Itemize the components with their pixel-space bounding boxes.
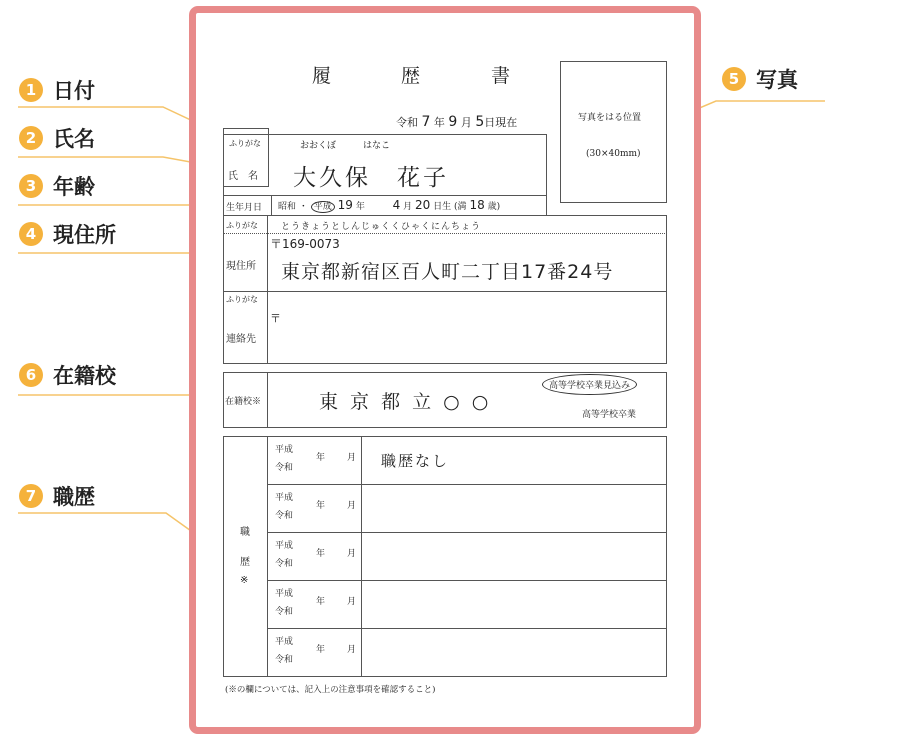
title-char-3: 書	[491, 65, 511, 87]
address-postal[interactable]: 〒169-0073	[270, 237, 340, 251]
birth-year[interactable]: 19	[337, 198, 353, 212]
resume-form	[189, 6, 701, 734]
work-row-year-unit: 年	[316, 501, 326, 511]
date-day[interactable]: 5	[475, 114, 485, 130]
work-row-month-unit: 月	[347, 549, 357, 559]
callout-name	[19, 123, 95, 153]
date-month[interactable]: 9	[448, 114, 458, 130]
work-row-era1: 平成	[275, 493, 294, 503]
work-row-era1: 平成	[275, 541, 294, 551]
address-furigana-label: ふりがな	[226, 221, 258, 230]
callout-date-label: 日付	[53, 79, 95, 103]
badge-2: 2	[19, 126, 43, 150]
work-row-month-unit: 月	[347, 501, 357, 511]
school-label: 在籍校※	[225, 397, 262, 407]
name-furigana-label: ふりがな	[229, 139, 261, 148]
callout-address-label: 現住所	[53, 223, 116, 247]
contact-label: 連絡先	[226, 334, 256, 345]
photo-instruction: 写真をはる位置	[578, 113, 642, 123]
callout-work	[19, 481, 95, 511]
badge-4: 4	[19, 222, 43, 246]
date-suffix: 日現在	[484, 116, 518, 129]
callout-school	[19, 360, 116, 390]
birth-sep: ・	[298, 202, 308, 212]
school-option-expected-circled[interactable]: 高等学校卒業見込み	[542, 374, 637, 395]
birth-day-unit: 日生	[433, 202, 452, 212]
birth-era-heisei-circled[interactable]: 平成	[311, 201, 335, 213]
name-label-box	[223, 128, 269, 187]
birth-year-unit: 年	[355, 202, 365, 212]
work-row-era2: 令和	[275, 559, 294, 569]
work-row-year-unit: 年	[316, 549, 326, 559]
birth-day[interactable]: 20	[415, 198, 431, 212]
callout-photo-label: 写真	[756, 68, 798, 92]
work-row-month-unit: 月	[347, 597, 357, 607]
callout-photo	[722, 64, 798, 94]
form-note: (※の欄については、記入上の注意事項を確認すること)	[225, 685, 436, 695]
work-row-year-unit: 年	[316, 645, 326, 655]
title-char-1: 履	[312, 65, 332, 87]
callout-date	[19, 75, 95, 105]
badge-7: 7	[19, 484, 43, 508]
work-row-era1: 平成	[275, 637, 294, 647]
date-year[interactable]: 7	[421, 114, 431, 130]
work-row-era1: 平成	[275, 589, 294, 599]
birth-era-showa: 昭和	[278, 202, 297, 212]
badge-1: 1	[19, 78, 43, 102]
age-suffix: 歳)	[487, 202, 501, 212]
work-row-year-unit: 年	[316, 597, 326, 607]
birth-month[interactable]: 4	[392, 198, 401, 212]
badge-5: 5	[722, 67, 746, 91]
callout-work-label: 職歴	[53, 485, 95, 509]
work-row-entry[interactable]: 職歴なし	[381, 452, 450, 470]
work-row-year-unit: 年	[316, 453, 326, 463]
age-value[interactable]: 18	[469, 198, 485, 212]
address-label: 現住所	[226, 261, 256, 272]
work-row-era2: 令和	[275, 607, 294, 617]
callout-age	[19, 171, 95, 201]
address-furigana[interactable]: とうきょうとしんじゅくくひゃくにんちょう	[281, 222, 482, 232]
work-label-1: 職	[240, 527, 250, 538]
title-char-2: 歴	[401, 65, 421, 87]
date-month-unit: 月	[460, 116, 472, 129]
callout-address	[19, 219, 116, 249]
work-row-month-unit: 月	[347, 645, 357, 655]
date-line	[396, 114, 517, 130]
work-row-month-unit: 月	[347, 453, 357, 463]
work-row-era2: 令和	[275, 655, 294, 665]
birth-month-unit: 月	[403, 202, 413, 212]
name-label: 氏 名	[228, 171, 258, 182]
work-row-era2: 令和	[275, 511, 294, 521]
work-label-2: 歴	[240, 557, 250, 568]
contact-furigana-label: ふりがな	[226, 295, 258, 304]
photo-size: (30×40mm)	[586, 149, 641, 159]
name-furigana[interactable]: おおくぼ はなこ	[300, 141, 391, 151]
address-value[interactable]: 東京都新宿区百人町二丁目17番24号	[281, 261, 614, 283]
callout-age-label: 年齢	[53, 175, 95, 199]
work-row-era2: 令和	[275, 463, 294, 473]
school-value[interactable]: 東 京 都 立 ○ ○	[319, 391, 492, 413]
badge-6: 6	[19, 363, 43, 387]
callout-name-label: 氏名	[53, 127, 95, 151]
school-option-graduated[interactable]: 高等学校卒業	[582, 410, 637, 420]
contact-postal[interactable]: 〒	[270, 312, 281, 325]
date-prefix: 令和	[396, 116, 418, 129]
birth-line	[278, 198, 500, 212]
photo-box[interactable]	[560, 61, 667, 203]
name-value[interactable]: 大久保 花子	[293, 165, 449, 191]
work-label-3: ※	[240, 575, 249, 586]
birth-label: 生年月日	[226, 203, 263, 213]
age-prefix: (満	[454, 202, 467, 212]
date-year-unit: 年	[433, 116, 445, 129]
badge-3: 3	[19, 174, 43, 198]
callout-school-label: 在籍校	[53, 364, 116, 388]
work-row-era1: 平成	[275, 445, 294, 455]
